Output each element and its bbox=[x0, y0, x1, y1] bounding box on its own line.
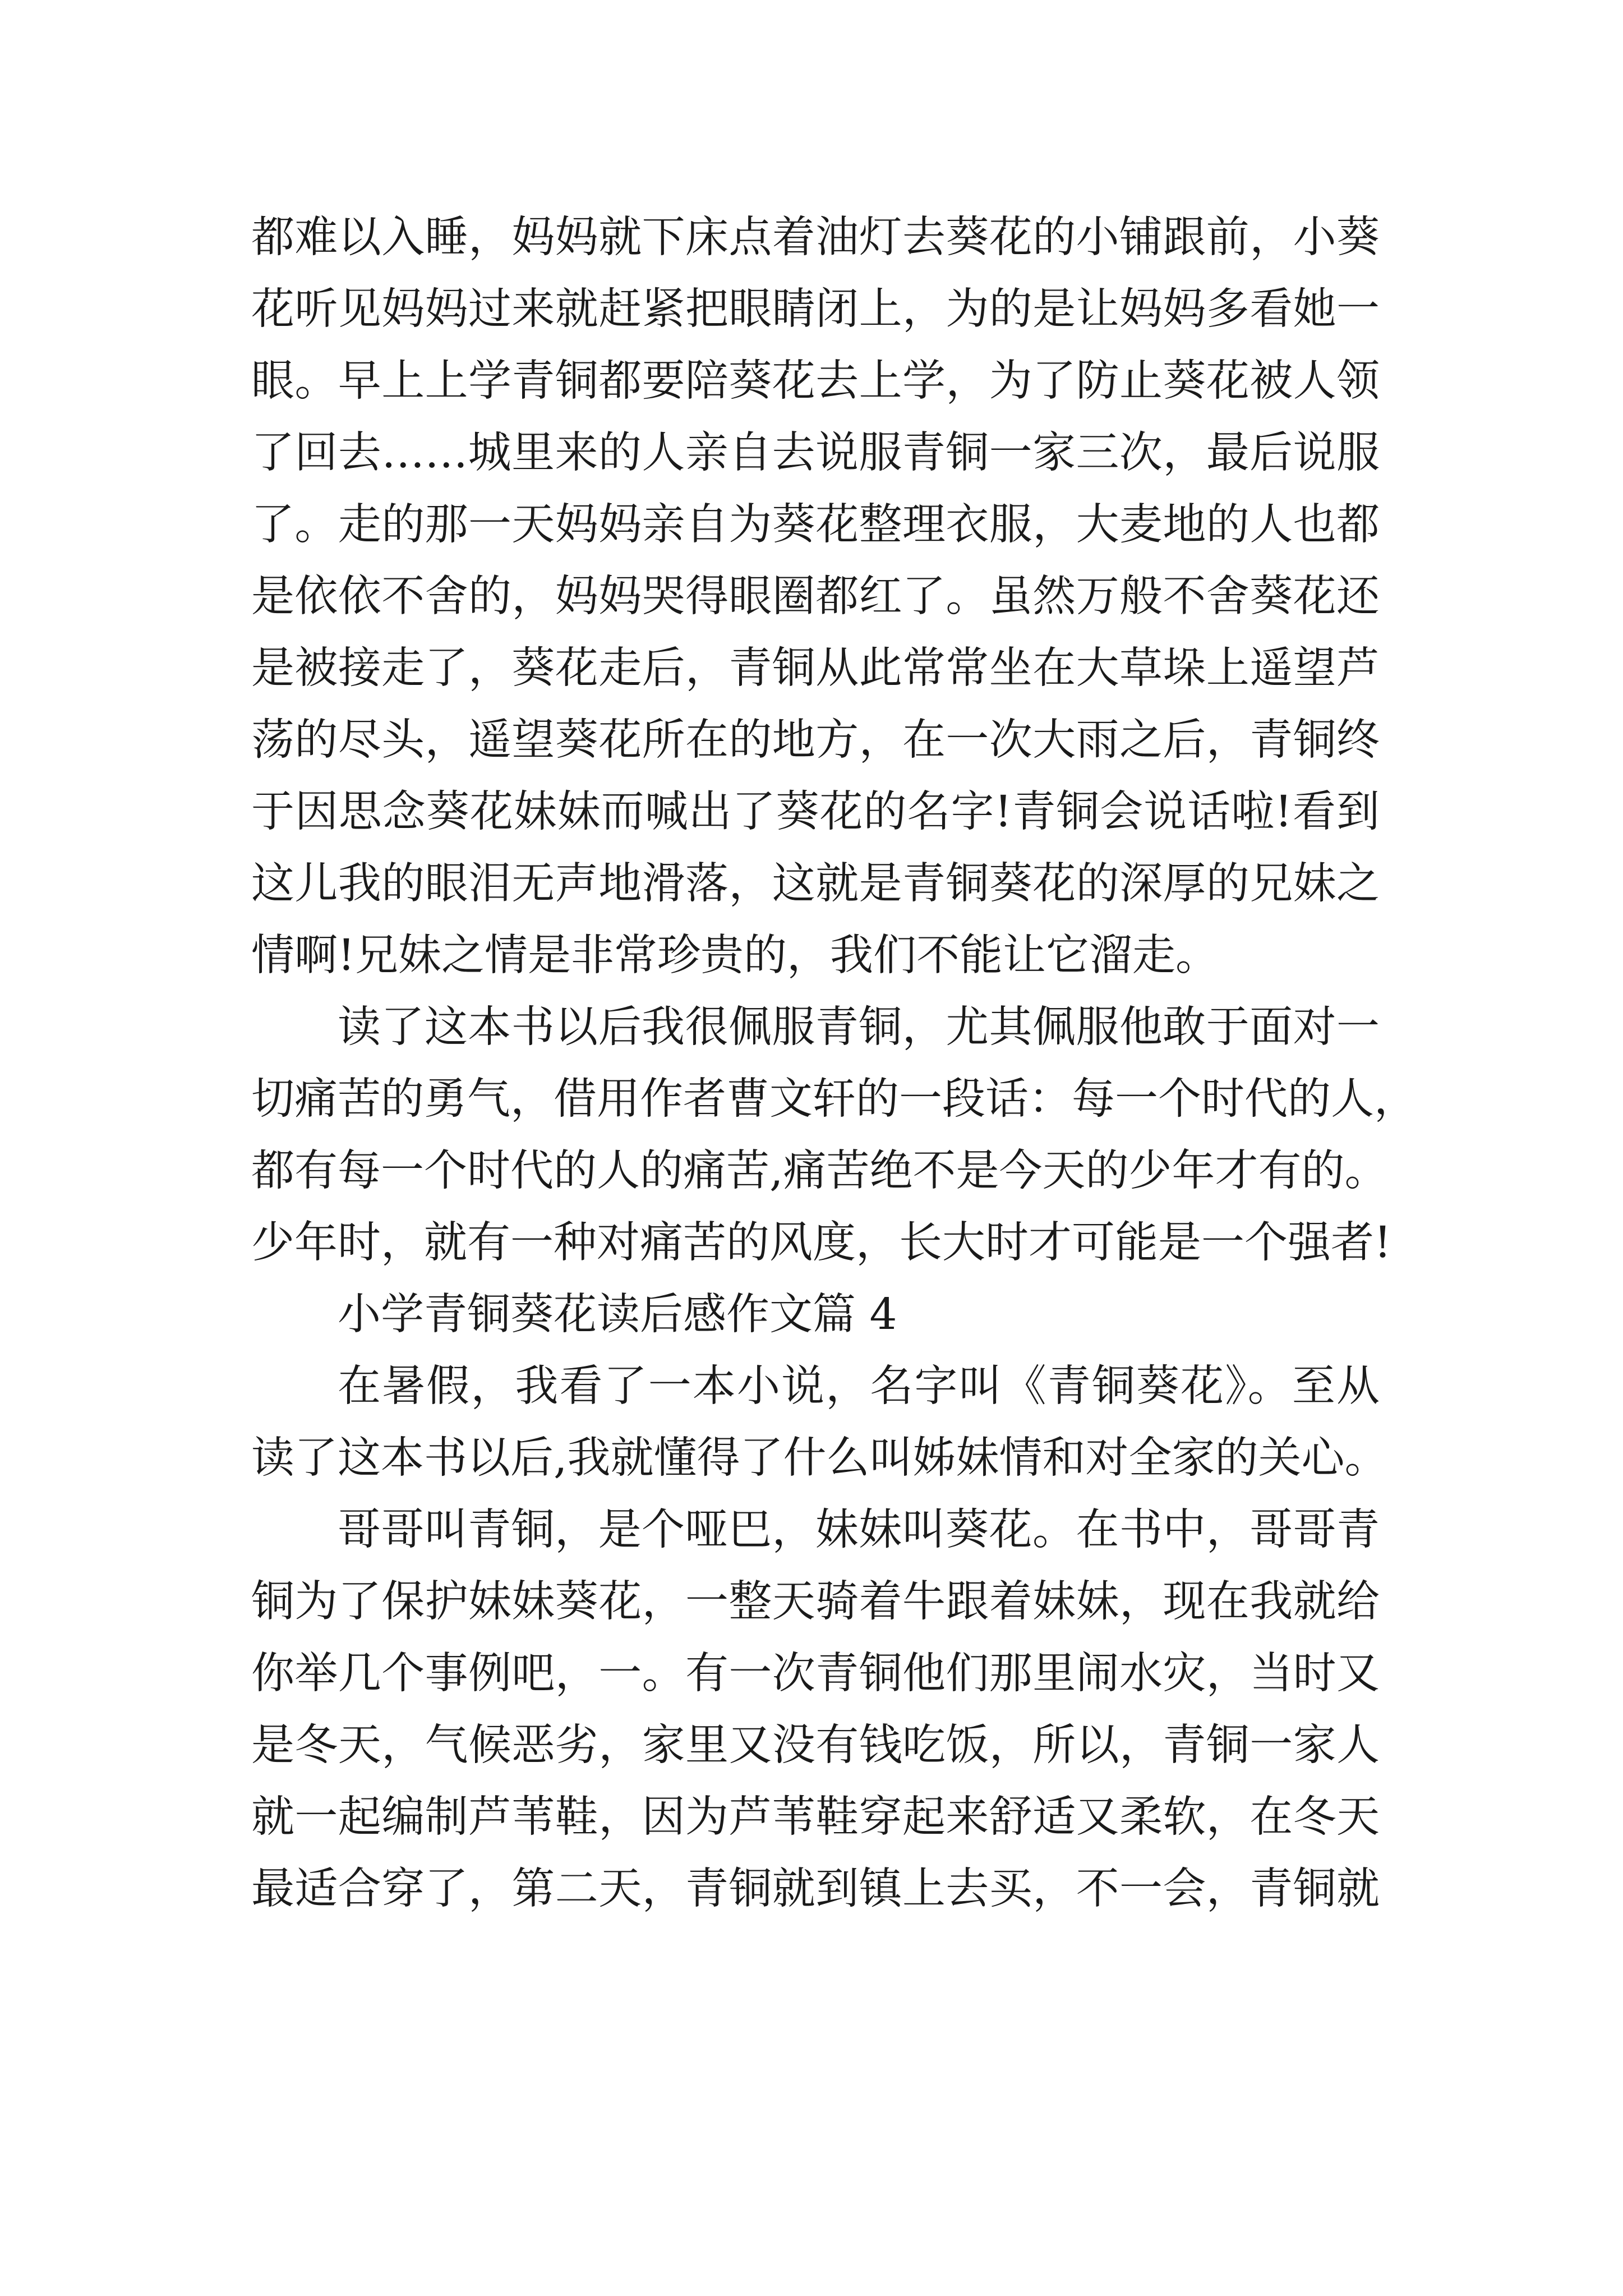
text-line: 切痛苦的勇气，借用作者曹文轩的一段话：每一个时代的人， bbox=[251, 1074, 1417, 1124]
text-line: 你举几个事例吧，一。有一次青铜他们那里闹水灾，当时又 bbox=[251, 1649, 1380, 1699]
text-line: 就一起编制芦苇鞋，因为芦苇鞋穿起来舒适又柔软，在冬天 bbox=[251, 1792, 1380, 1842]
section-heading: 小学青铜葵花读后感作文篇 4 bbox=[338, 1290, 897, 1340]
paragraph-end-line: 情啊!兄妹之情是非常珍贵的，我们不能让它溜走。 bbox=[251, 931, 1219, 981]
text-line: 了。走的那一天妈妈亲自为葵花整理衣服，大麦地的人也都 bbox=[251, 500, 1380, 550]
body-text bbox=[251, 202, 1417, 1925]
text-line: 这儿我的眼泪无声地滑落，这就是青铜葵花的深厚的兄妹之 bbox=[251, 859, 1380, 909]
text-line: 都有每一个时代的人的痛苦,痛苦绝不是今天的少年才有的。 bbox=[251, 1146, 1388, 1196]
text-line: 读了这本书以后,我就懂得了什么叫姊妹情和对全家的关心。 bbox=[251, 1433, 1388, 1483]
text-line: 了回去……城里来的人亲自去说服青铜一家三次，最后说服 bbox=[251, 428, 1380, 478]
text-line: 是依依不舍的，妈妈哭得眼圈都红了。虽然万般不舍葵花还 bbox=[251, 572, 1380, 622]
text-line: 荡的尽头，遥望葵花所在的地方，在一次大雨之后，青铜终 bbox=[251, 715, 1380, 765]
text-line: 眼。早上上学青铜都要陪葵花去上学，为了防止葵花被人领 bbox=[251, 356, 1380, 406]
text-line: 铜为了保护妹妹葵花，一整天骑着牛跟着妹妹，现在我就给 bbox=[251, 1577, 1380, 1627]
paragraph-start-line: 读了这本书以后我很佩服青铜，尤其佩服他敢于面对一 bbox=[338, 1002, 1380, 1052]
text-line: 最适合穿了，第二天，青铜就到镇上去买，不一会，青铜就 bbox=[251, 1864, 1380, 1914]
text-line: 是被接走了，葵花走后，青铜从此常常坐在大草垛上遥望芦 bbox=[251, 643, 1380, 693]
paragraph-start-line: 在暑假，我看了一本小说，名字叫《青铜葵花》。至从 bbox=[338, 1361, 1380, 1411]
text-line: 花听见妈妈过来就赶紧把眼睛闭上，为的是让妈妈多看她一 bbox=[251, 284, 1380, 334]
text-line: 都难以入睡，妈妈就下床点着油灯去葵花的小铺跟前，小葵 bbox=[251, 213, 1380, 263]
text-line: 少年时，就有一种对痛苦的风度，长大时才可能是一个强者! bbox=[251, 1218, 1391, 1268]
text-line: 是冬天，气候恶劣，家里又没有钱吃饭，所以，青铜一家人 bbox=[251, 1720, 1380, 1770]
text-line: 于因思念葵花妹妹而喊出了葵花的名字!青铜会说话啦!看到 bbox=[251, 787, 1380, 837]
paragraph-start-line: 哥哥叫青铜，是个哑巴，妹妹叫葵花。在书中，哥哥青 bbox=[338, 1505, 1380, 1555]
